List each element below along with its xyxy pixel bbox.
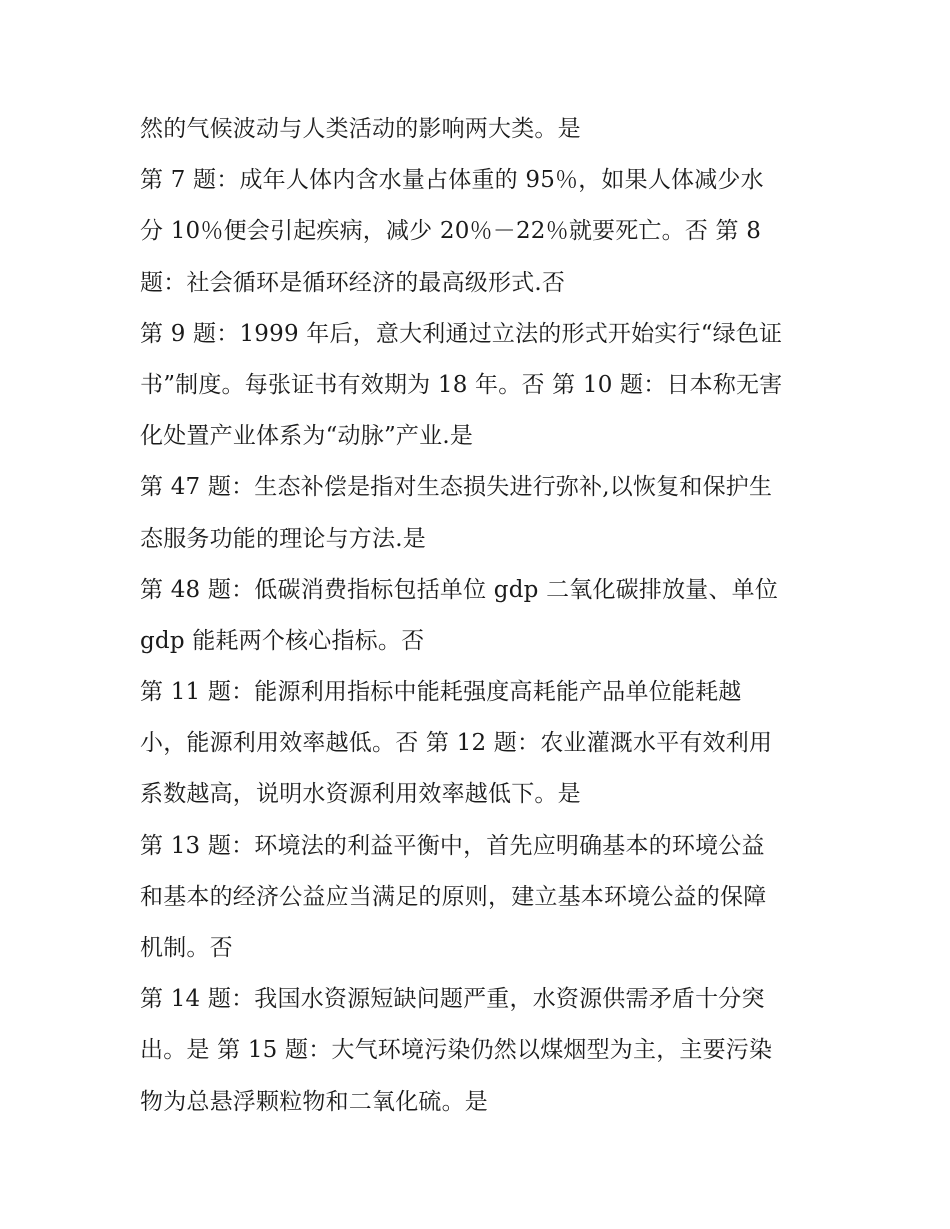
text-line: 题：社会循环是循环经济的最高级形式.否 — [140, 269, 566, 296]
document-body — [140, 104, 840, 1128]
text-line: 第 47 题：生态补偿是指对生态损失进行弥补,以恢复和保护生 — [140, 474, 773, 501]
text-line: 物为总悬浮颗粒物和二氧化硫。是 — [140, 1088, 488, 1115]
text-line: 然的气候波动与人类活动的影响两大类。是 — [140, 116, 581, 142]
text-line: 分 10％便会引起疾病，减少 20％－22％就要死亡。否 第 8 — [140, 218, 762, 245]
text-line: 机制。否 — [140, 935, 233, 961]
text-line: 出。是 第 15 题：大气环境污染仍然以煤烟型为主，主要污染 — [140, 1037, 773, 1064]
text-line: gdp 能耗两个核心指标。否 — [140, 627, 425, 654]
text-line: 系数越高，说明水资源利用效率越低下。是 — [140, 781, 581, 808]
text-line: 态服务功能的理论与方法.是 — [140, 525, 426, 552]
text-line: 第 11 题：能源利用指标中能耗强度高耗能产品单位能耗越 — [140, 679, 742, 706]
text-line: 第 13 题：环境法的利益平衡中，首先应明确基本的环境公益 — [140, 832, 765, 859]
text-line: 第 48 题：低碳消费指标包括单位 gdp 二氧化碳排放量、单位 — [140, 576, 779, 603]
text-line: 第 7 题：成年人体内含水量占体重的 95％，如果人体减少水 — [140, 167, 764, 194]
text-line: 书”制度。每张证书有效期为 18 年。否 第 10 题：日本称无害 — [140, 371, 783, 398]
text-line: 第 14 题：我国水资源短缺问题严重，水资源供需矛盾十分突 — [140, 986, 765, 1013]
text-line: 小，能源利用效率越低。否 第 12 题：农业灌溉水平有效利用 — [140, 730, 773, 757]
text-line: 化处置产业体系为“动脉”产业.是 — [140, 423, 474, 450]
text-line: 和基本的经济公益应当满足的原则，建立基本环境公益的保障 — [140, 883, 767, 910]
text-line: 第 9 题：1999 年后，意大利通过立法的形式开始实行“绿色证 — [140, 320, 783, 347]
